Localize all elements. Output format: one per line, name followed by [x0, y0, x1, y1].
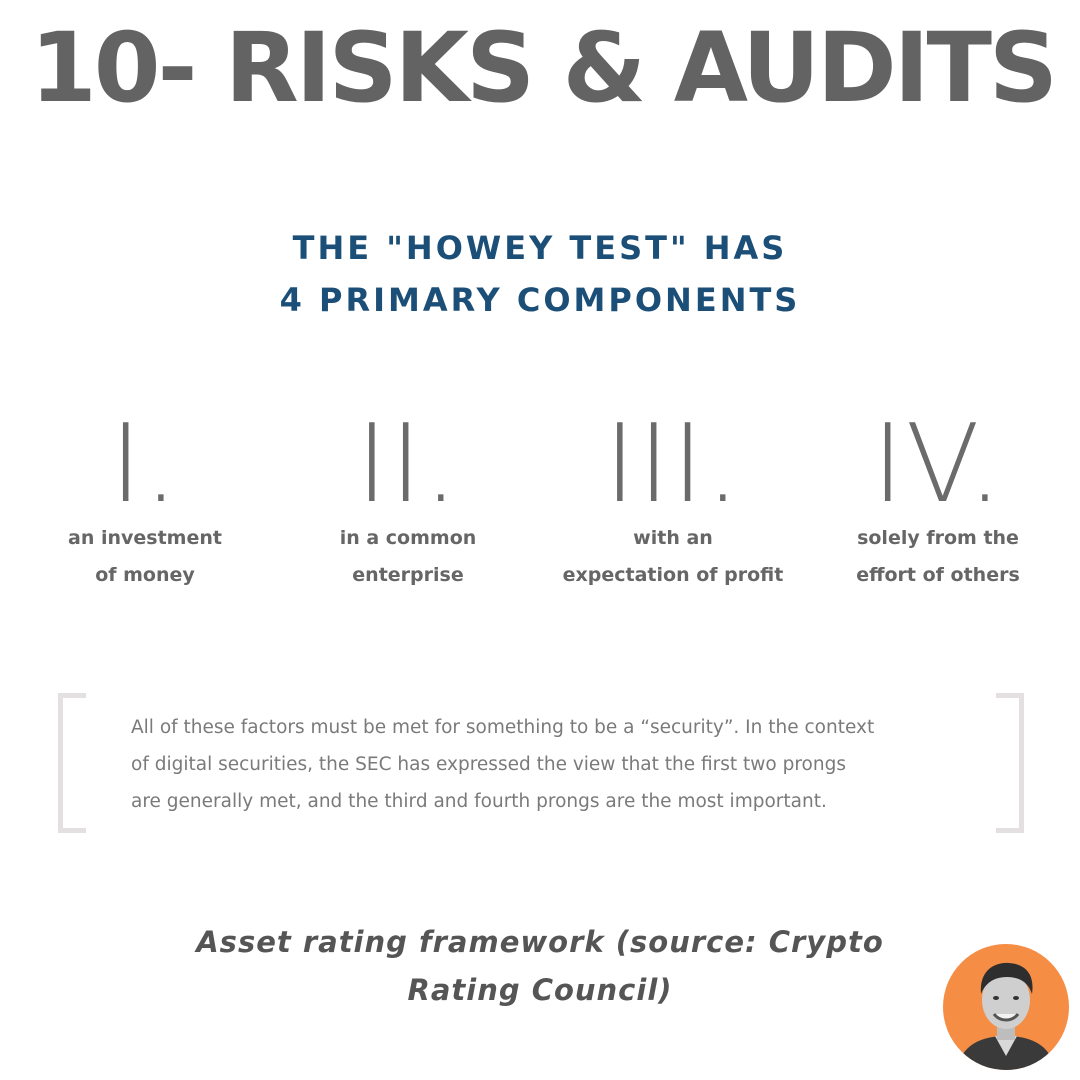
component-1-line2: of money	[95, 564, 195, 586]
right-bracket	[996, 693, 1024, 833]
component-1-description	[10, 520, 280, 594]
component-3-description	[538, 520, 808, 594]
component-2-numeral: II.	[355, 402, 461, 527]
quote-line3: are generally met, and the third and fourth prongs are the most important.	[131, 791, 827, 812]
howey-heading-line1: THE "HOWEY TEST" HAS	[292, 229, 788, 267]
component-1-line1: an investment	[68, 527, 222, 549]
page-title: 10- RISKS & AUDITS	[30, 12, 1056, 124]
component-2-description	[273, 520, 543, 594]
caption-line2: Rating Council)	[407, 973, 673, 1007]
component-2-line2: enterprise	[352, 564, 464, 586]
left-bracket	[58, 693, 86, 833]
component-1-numeral: I.	[109, 402, 181, 527]
component-4	[803, 402, 1073, 594]
howey-heading-line2: 4 PRIMARY COMPONENTS	[279, 281, 801, 319]
component-3-line2: expectation of profit	[562, 564, 784, 586]
component-4-description	[803, 520, 1073, 594]
quote-text	[131, 709, 981, 820]
author-avatar	[943, 944, 1069, 1070]
component-1	[10, 402, 280, 594]
component-4-line2: effort of others	[856, 564, 1020, 586]
image-caption	[0, 918, 1080, 1014]
caption-line1: Asset rating framework (source: Crypto	[196, 925, 884, 959]
component-3-numeral: III.	[604, 402, 742, 527]
component-3-line1: with an	[633, 527, 713, 549]
component-3	[538, 402, 808, 594]
component-4-line1: solely from the	[857, 527, 1019, 549]
quote-line1: All of these factors must be met for something to be a “security”. In the context	[131, 717, 875, 738]
component-2	[273, 402, 543, 594]
author-portrait-icon	[943, 944, 1069, 1070]
component-2-line1: in a common	[339, 527, 477, 549]
component-4-numeral: IV.	[871, 402, 1005, 527]
quote-line2: of digital securities, the SEC has expressed the view that the first two prongs	[131, 754, 846, 775]
